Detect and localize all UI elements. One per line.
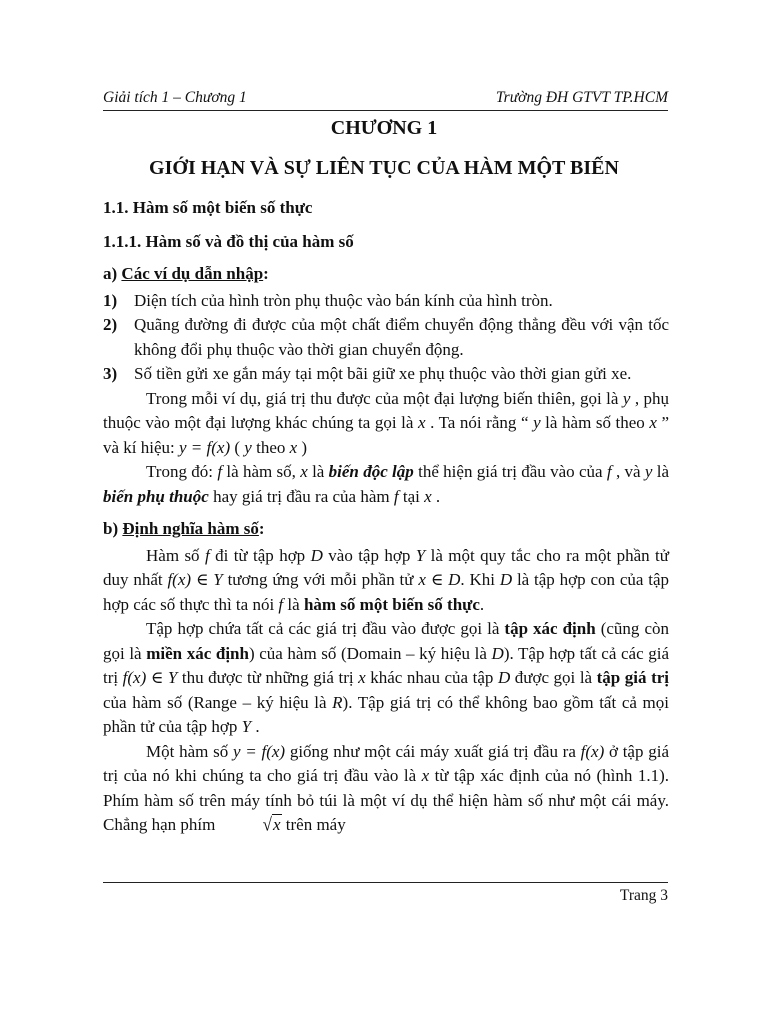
text-run: ). Tập hợp tất cả các giá trị (103, 643, 669, 687)
definition-paragraph (103, 544, 669, 618)
text-run: ) của hàm số (Domain – ký hiệu là (248, 643, 492, 663)
text-run: . (431, 486, 441, 506)
text-run: là (652, 462, 670, 481)
term-independent-variable: biến độc lập (328, 462, 414, 481)
term-range: tập giá trị (596, 668, 669, 687)
math-var: y (244, 437, 252, 457)
math-var: y (644, 462, 653, 481)
math-formula: x ∈ D (418, 570, 461, 589)
text-run: . Khi (460, 570, 500, 589)
math-var: Y (415, 545, 426, 565)
text-run: . (251, 717, 260, 736)
text-run: ( (230, 437, 245, 457)
chapter-title: GIỚI HẠN VÀ SỰ LIÊN TỤC CỦA HÀM MỘT BIẾN (149, 157, 619, 179)
header-university: Trường ĐH GTVT TP.HCM (495, 89, 668, 106)
term-dependent-variable: biến phụ thuộc (103, 486, 209, 506)
math-var: D (491, 643, 504, 663)
text-run: , và (611, 462, 645, 481)
math-var: y (622, 388, 631, 408)
list-item (103, 313, 669, 362)
text-run: là hàm số theo (540, 413, 650, 432)
part-b-heading (103, 517, 669, 542)
text-run: ) (297, 437, 308, 457)
text-run: tại (398, 486, 425, 506)
running-header (103, 89, 668, 111)
math-formula: f(x) ∈ Y (122, 668, 178, 687)
term-domain-alt: miền xác định (146, 643, 249, 663)
text-run: Hàm số (146, 545, 205, 565)
text-run: theo (251, 437, 290, 457)
math-formula: y = f(x) (232, 741, 286, 761)
text-run: là (283, 594, 304, 614)
text-run: là hàm số, (222, 462, 301, 481)
math-var: x (300, 462, 308, 481)
math-var: f (393, 486, 399, 506)
text-run: ” và kí hiệu: (103, 413, 670, 457)
list-item-text: Số tiền gửi xe gắn máy tại một bãi giữ xe phụ thuộc vào thời gian gửi xe. (134, 364, 632, 383)
text-run: , phụ thuộc vào một đại lượng khác chúng ta gọi là (103, 388, 670, 432)
term-real-function: hàm số một biến số thực (303, 594, 480, 614)
math-var: Y (241, 717, 252, 736)
math-formula: y = f(x) (179, 437, 231, 457)
math-var: x (358, 668, 366, 687)
text-run: . Ta nói rằng “ (425, 413, 534, 432)
math-formula: f(x) (580, 741, 605, 761)
examples-list (103, 289, 669, 387)
list-item-number: 1) (103, 290, 118, 310)
part-b-title: Định nghĩa hàm số (122, 519, 259, 538)
list-item (103, 362, 669, 387)
text-run: giống như một cái máy xuất giá trị đầu ra (285, 741, 581, 761)
text-run: là (307, 462, 329, 481)
math-var: f (278, 594, 284, 614)
text-run: Trong mỗi ví dụ, giá trị thu được của một đại lượng biến thiên, gọi là (146, 388, 623, 408)
domain-range-paragraph (103, 617, 669, 740)
text-run: đi từ tập hợp (209, 545, 311, 565)
list-item-text: Diện tích của hình tròn phụ thuộc vào bán kính của hình tròn. (134, 290, 553, 310)
text-run: tương ứng với mỗi phần tử (222, 570, 419, 589)
part-b-prefix: b) (103, 519, 123, 538)
section-1-1-heading: 1.1. Hàm số một biến số thực (103, 198, 313, 217)
text-run: . (479, 594, 485, 614)
text-run: trên máy (281, 815, 346, 834)
text-run: vào tập hợp (322, 545, 416, 565)
header-course: Giải tích 1 – Chương 1 (103, 89, 247, 106)
math-var: D (499, 570, 513, 589)
math-var: x (424, 486, 432, 506)
math-var: f (204, 545, 210, 565)
text-run: ở tập giá trị của nó khi chúng ta cho giá trị đầu vào là (103, 741, 669, 785)
math-var: f (606, 462, 612, 481)
sqrt-key-symbol (220, 815, 282, 834)
text-run: hay giá trị đầu ra của hàm (208, 486, 394, 506)
math-var: x (289, 437, 298, 457)
part-b-colon: : (258, 519, 265, 538)
text-run: là một quy tắc cho ra một phần tử duy nhất (103, 545, 669, 589)
part-a-prefix: a) (103, 264, 122, 283)
list-item-text: Quãng đường đi được của một chất điểm chuyển động thẳng đều với vận tốc không đổi phụ thuộc vào thời gian chuyển động. (134, 315, 669, 359)
text-run: thu được từ những giá trị (177, 668, 359, 687)
text-run: ). Tập giá trị có thể không bao gồm tất cả mọi phần tử của tập hợp (103, 692, 669, 736)
text-run: khác nhau của tập (365, 668, 498, 687)
math-var: x (417, 413, 426, 432)
page-number: Trang 3 (619, 887, 668, 904)
list-item-number: 2) (103, 315, 118, 334)
machine-analogy-paragraph (103, 740, 669, 838)
part-a-heading (103, 262, 669, 287)
section-1-1-1-heading: 1.1.1. Hàm số và đồ thị của hàm số (103, 231, 354, 251)
math-var: x (649, 413, 657, 432)
list-item (103, 289, 669, 314)
page-footer (103, 882, 668, 905)
text-run: từ tập xác định của nó (hình 1.1). Phím hàm số trên máy tính bỏ túi là một ví dụ thể hiện hàm số như một cái máy. Chẳng hạn phím (103, 766, 669, 834)
part-a-colon: : (263, 264, 269, 283)
math-var: D (497, 668, 511, 687)
text-run: Một hàm số (146, 741, 233, 761)
variables-paragraph (103, 460, 669, 509)
text-run: Tập hợp chứa tất cả các giá trị đầu vào được gọi là (146, 619, 505, 638)
radicand: x (272, 815, 281, 834)
math-var: f (217, 462, 223, 481)
radical-sign: √ (262, 813, 272, 835)
math-var: y (533, 413, 541, 432)
math-var: D (310, 545, 323, 565)
list-item-number: 3) (103, 364, 118, 383)
term-domain: tập xác định (504, 619, 596, 638)
text-run: được gọi là (510, 668, 597, 687)
intro-paragraph (103, 387, 669, 461)
text-run: của hàm số (Range – ký hiệu là (103, 692, 333, 712)
chapter-heading: CHƯƠNG 1 (330, 117, 438, 139)
text-run: (cũng còn gọi là (103, 619, 669, 663)
text-run: thể hiện giá trị đầu vào của (413, 462, 607, 481)
page-body (103, 196, 669, 838)
text-run: Trong đó: (146, 462, 218, 481)
math-var: x (421, 766, 430, 785)
text-run: là tập hợp con của tập hợp các số thực thì ta nói (103, 570, 670, 614)
math-formula: f(x) ∈ Y (167, 570, 223, 589)
part-a-title: Các ví dụ dẫn nhập (121, 264, 264, 283)
math-var: R (332, 692, 343, 712)
